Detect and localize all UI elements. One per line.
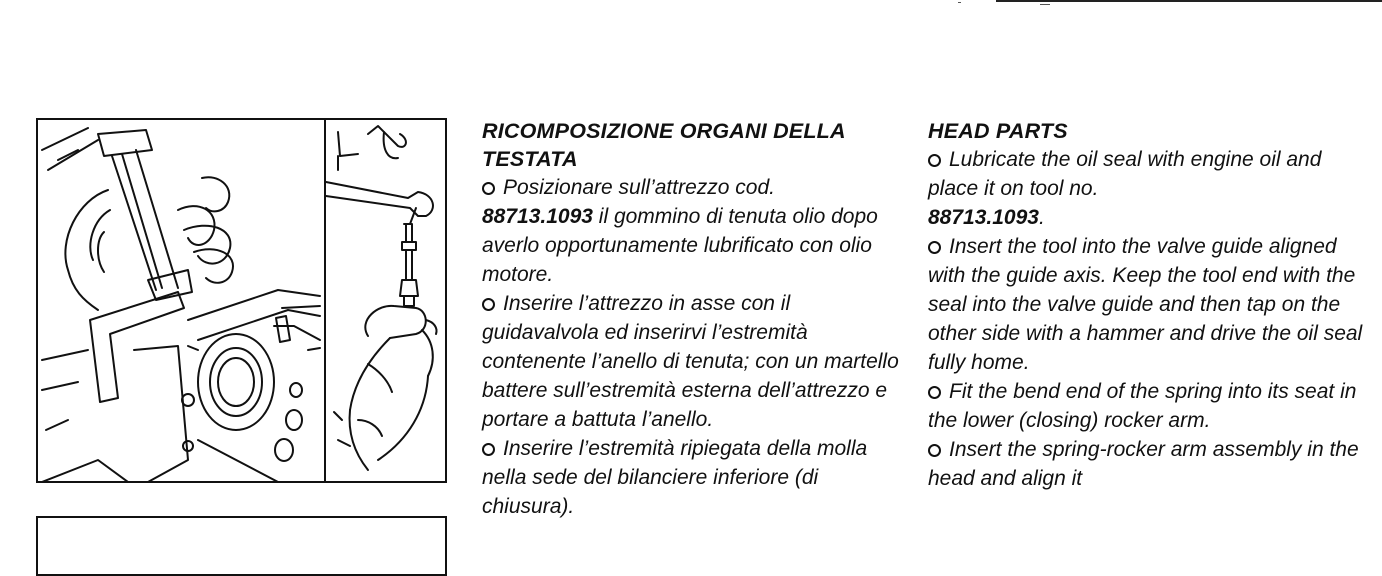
- italian-paragraph: [482, 434, 902, 521]
- scan-speck: [1040, 4, 1050, 5]
- english-heading: HEAD PARTS: [928, 119, 1068, 143]
- italian-column: [482, 117, 902, 521]
- bullet-circle-icon: [928, 444, 941, 457]
- english-paragraph: [928, 145, 1368, 232]
- bullet-circle-icon: [482, 443, 495, 456]
- italian-paragraph-text: il gommino di tenuta olio dopo averlo opportunamente lubrificato con olio motore.: [482, 205, 878, 286]
- english-paragraph-text: Lubricate the oil seal with engine oil and place it on tool no.: [928, 148, 1322, 200]
- bullet-circle-icon: [928, 154, 941, 167]
- illustration-panel-2: [36, 516, 447, 576]
- tool-code: 88713.1093: [928, 206, 1039, 229]
- italian-heading: RICOMPOSIZIONE ORGANI DELLA TESTATA: [482, 119, 845, 171]
- italian-paragraph: [482, 173, 902, 289]
- scan-speck: [958, 2, 961, 3]
- bullet-circle-icon: [928, 386, 941, 399]
- english-paragraph-text: Insert the tool into the valve guide aligned with the guide axis. Keep the tool end with the seal into the valve guide and then tap on the other side with a hammer and drive the oil seal fully home.: [928, 235, 1363, 374]
- english-paragraph-text: Insert the spring-rocker arm assembly in the head and align it: [928, 438, 1359, 490]
- italian-paragraph-text: Inserire l’estremità ripiegata della molla nella sede del bilanciere inferiore (di chiusura).: [482, 437, 868, 518]
- italian-paragraph: [482, 289, 902, 434]
- engine-head-illustration-icon: [38, 120, 447, 483]
- illustration-panel: [36, 118, 447, 483]
- english-paragraph-text: .: [1038, 206, 1045, 229]
- english-paragraph: [928, 377, 1368, 435]
- english-paragraph: [928, 232, 1368, 377]
- bullet-circle-icon: [482, 182, 495, 195]
- illustration-divider: [324, 120, 326, 481]
- english-paragraph-text: Fit the bend end of the spring into its seat in the lower (closing) rocker arm.: [928, 380, 1357, 432]
- english-column: [928, 117, 1368, 493]
- italian-paragraph-text: Inserire l’attrezzo in asse con il guidavalvola ed inserirvi l’estremità contenente l’anello di tenuta; con un martello battere sull’estremità esterna dell’attrezzo e portare a battuta l’anello.: [482, 292, 899, 431]
- bullet-circle-icon: [928, 241, 941, 254]
- bullet-circle-icon: [482, 298, 495, 311]
- english-paragraph: [928, 435, 1368, 493]
- tool-code: 88713.1093: [482, 205, 593, 228]
- top-rule: [996, 0, 1382, 2]
- italian-paragraph-text: Posizionare sull’attrezzo cod.: [503, 176, 775, 199]
